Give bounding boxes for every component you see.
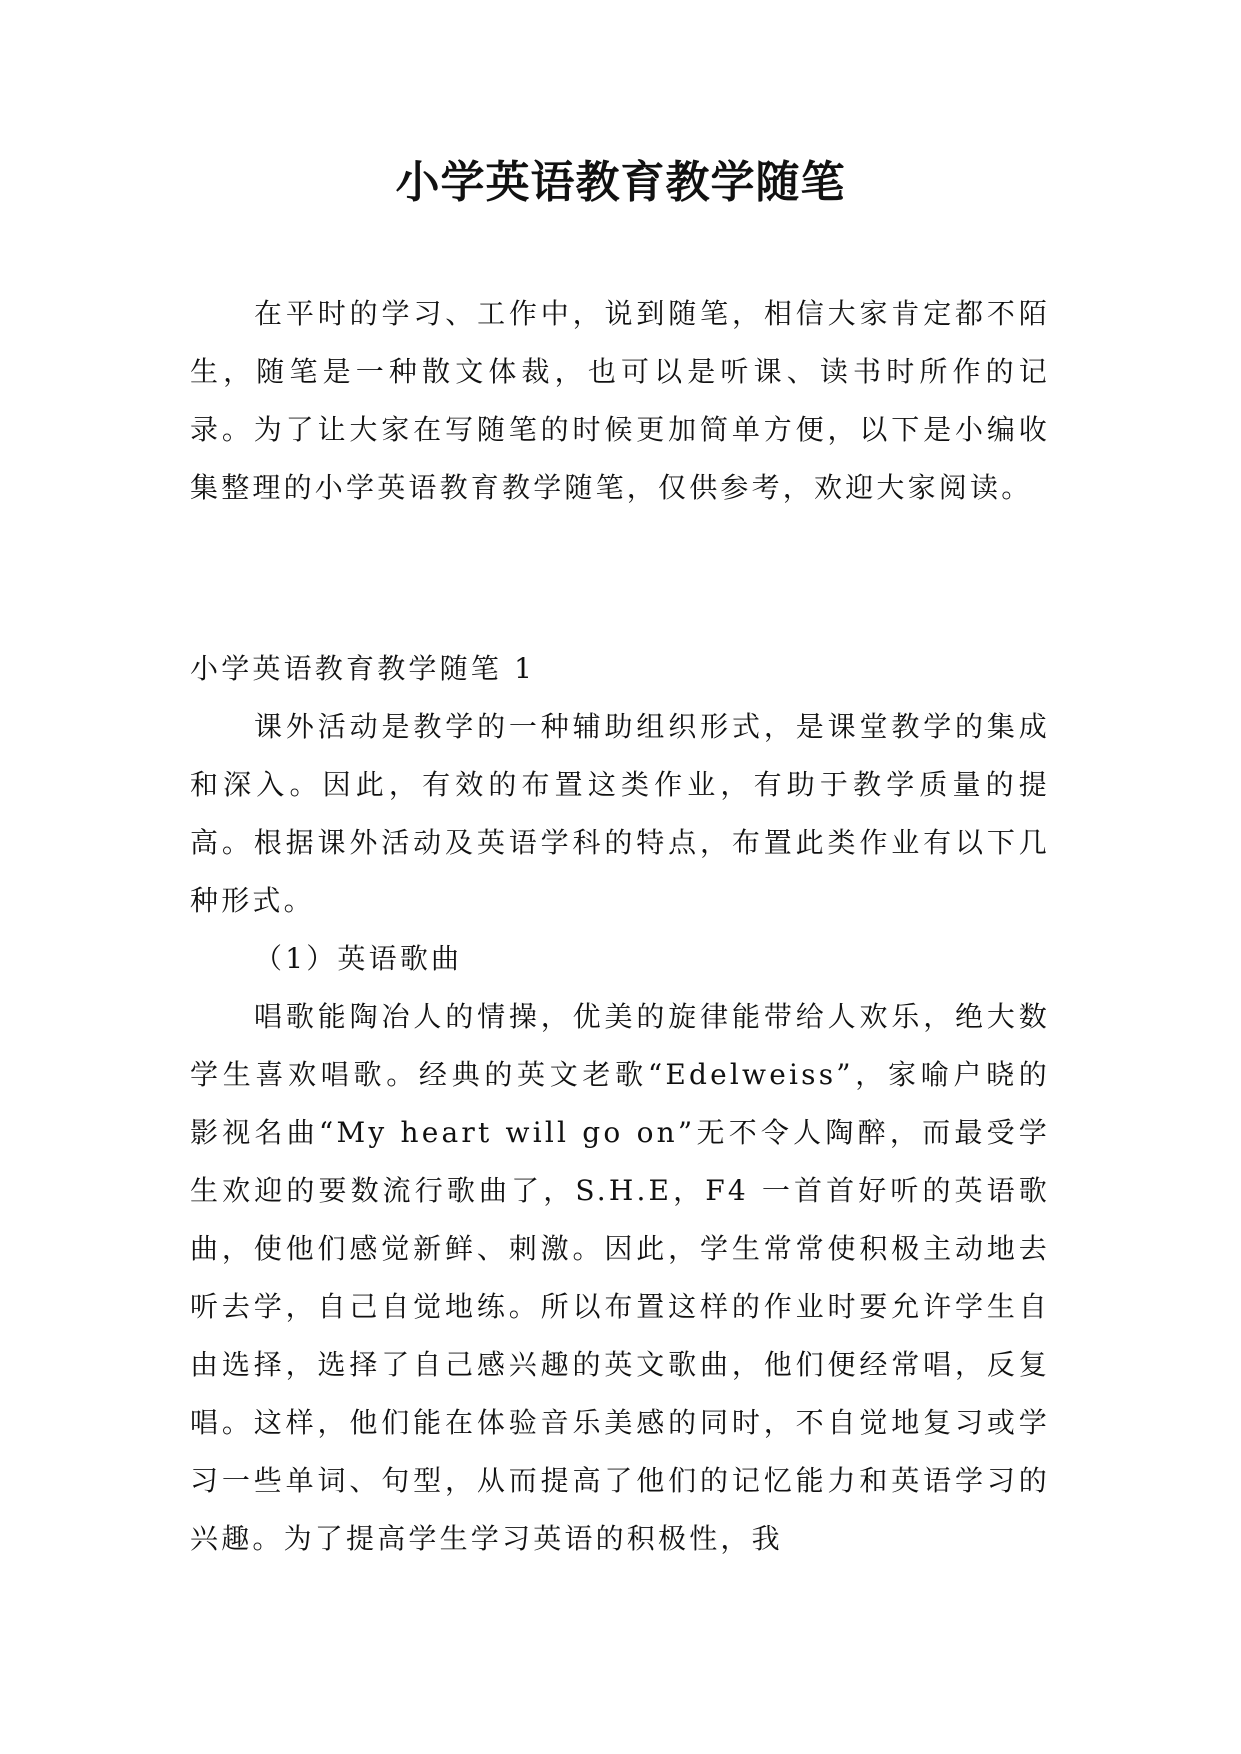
body-paragraph-2: 唱歌能陶冶人的情操，优美的旋律能带给人欢乐，绝大数学生喜欢唱歌。经典的英文老歌“Edelweiss”，家喻户晓的影视名曲“My heart will go on”无不令人陶醉，而最受学生欢迎的要数流行歌曲了，S.H.E，F4 一首首好听的英语歌曲，使他们感觉新鲜、刺激。因此，学生常常使积极主动地去听去学，自己自觉地练。所以布置这样的作业时要允许学生自由选择，选择了自己感兴趣的英文歌曲，他们便经常唱，反复唱。这样，他们能在体验音乐美感的同时，不自觉地复习或学习一些单词、句型，从而提高了他们的记忆能力和英语学习的兴趣。为了提高学生学习英语的积极性，我 (190, 1000, 1050, 1555)
subheading-english-songs: （1）英语歌曲 (254, 942, 463, 975)
intro-paragraph: 在平时的学习、工作中，说到随笔，相信大家肯定都不陌生，随笔是一种散文体裁，也可以是听课、读书时所作的记录。为了让大家在写随笔的时候更加简单方便，以下是小编收集整理的小学英语教育教学随笔，仅供参考，欢迎大家阅读。 (190, 297, 1050, 504)
section-title: 小学英语教育教学随笔 1 (190, 652, 536, 685)
body-paragraph-1: 课外活动是教学的一种辅助组织形式，是课堂教学的集成和深入。因此，有效的布置这类作业，有助于教学质量的提高。根据课外活动及英语学科的特点，布置此类作业有以下几种形式。 (190, 710, 1050, 917)
document-title: 小学英语教育教学随笔 (395, 157, 846, 208)
